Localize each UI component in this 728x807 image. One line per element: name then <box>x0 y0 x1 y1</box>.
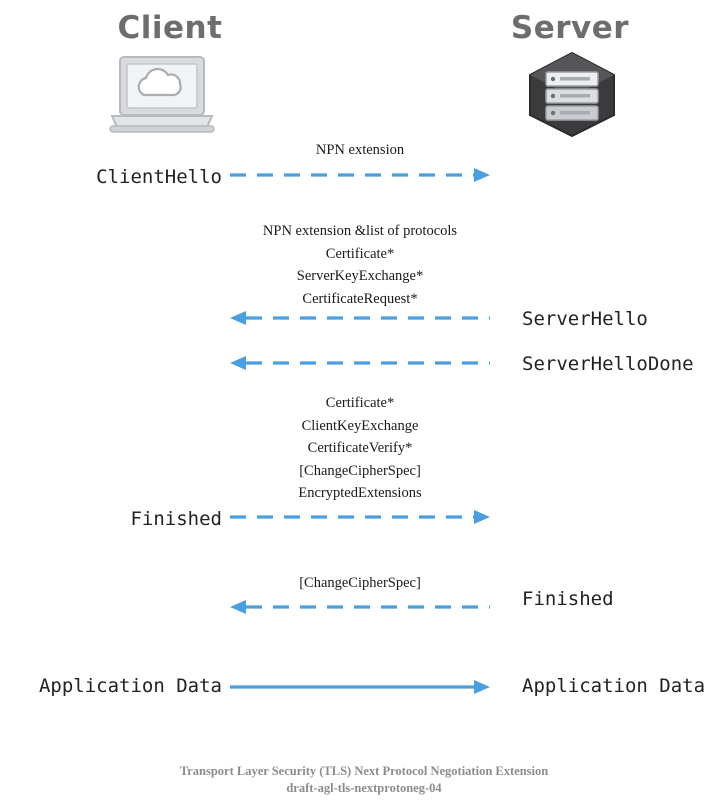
message-line: [ChangeCipherSpec] <box>299 575 421 591</box>
message-line: NPN extension &list of protocols <box>262 223 458 239</box>
message-line: Certificate* <box>325 245 395 262</box>
arrow-server-hello <box>228 311 492 325</box>
message-stack-client-hello <box>232 139 488 162</box>
client-column-title: Client <box>117 10 223 46</box>
label-client-hello: ClientHello <box>96 166 222 188</box>
label-application-data-server: Application Data <box>522 675 706 697</box>
message-line: CertificateVerify* <box>307 440 413 456</box>
arrow-server-finished <box>228 600 492 614</box>
arrow-application-data <box>228 680 492 694</box>
footer-draft-id: draft-agl-tls-nextprotoneg-04 <box>286 781 442 795</box>
message-line: [ChangeCipherSpec] <box>299 462 421 479</box>
label-application-data-client: Application Data <box>38 675 222 697</box>
label-server-finished: Finished <box>522 588 614 610</box>
label-server-hello-done: ServerHelloDone <box>522 353 694 375</box>
message-stack-server-hello <box>232 220 488 310</box>
server-column-title: Server <box>510 10 630 46</box>
arrow-server-hello-done <box>228 356 492 370</box>
message-line: NPN extension <box>315 142 405 158</box>
label-server-hello: ServerHello <box>522 308 648 330</box>
message-line: CertificateRequest* <box>302 290 418 307</box>
laptop-cloud-icon <box>108 55 216 135</box>
message-line: ClientKeyExchange <box>301 417 419 434</box>
server-stack-icon <box>522 50 622 138</box>
message-line: ServerKeyExchange* <box>296 268 424 284</box>
arrow-client-hello <box>228 168 492 182</box>
message-line: Certificate* <box>325 395 395 411</box>
message-stack-server-finished <box>232 572 488 595</box>
label-client-finished: Finished <box>130 508 222 530</box>
arrow-client-finished <box>228 510 492 524</box>
message-line: EncryptedExtensions <box>298 485 422 501</box>
footer-title: Transport Layer Security (TLS) Next Protocol Negotiation Extension <box>179 764 549 778</box>
message-stack-client-finished <box>232 392 488 505</box>
